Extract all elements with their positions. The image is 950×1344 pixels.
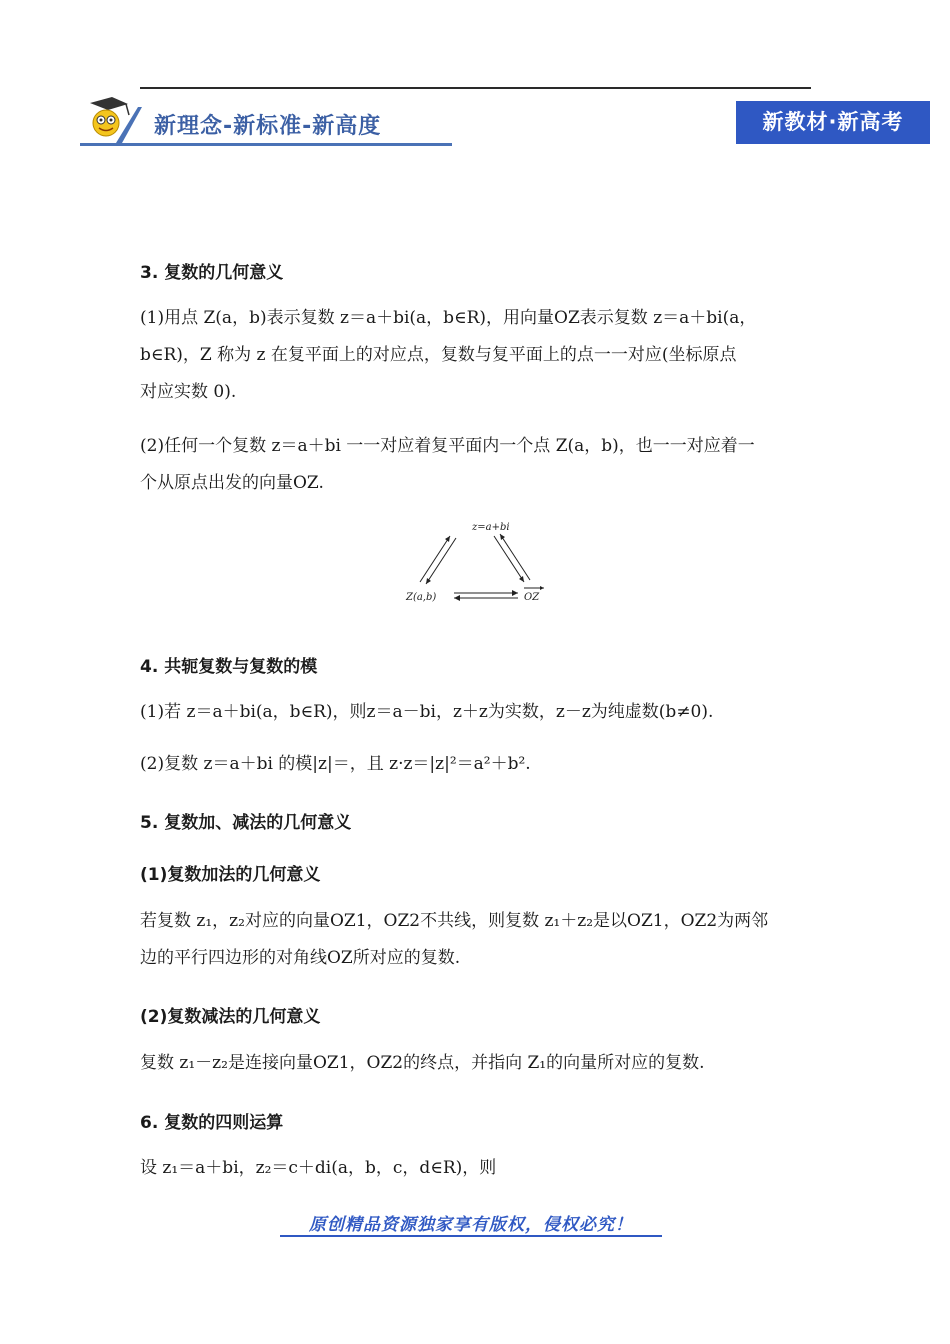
- section-6-paragraph-1: [140, 1150, 812, 1187]
- section-5-subtitle-2: (2)复数减法的几何意义: [140, 1007, 321, 1027]
- header-slogan: 新理念-新标准-新高度: [154, 114, 382, 139]
- header-banner: [80, 97, 452, 147]
- diagram-right-label: OZ: [524, 592, 540, 603]
- section-6-title: 6. 复数的四则运算: [140, 1113, 284, 1133]
- section-3-paragraph-2: [140, 428, 812, 502]
- arrow-right-down: [494, 536, 524, 582]
- section-5-paragraph-2: [140, 1045, 812, 1082]
- text-line: (2)任何一个复数 z＝a＋bi 一一对应着复平面内一个点 Z(a，b)，也一一对应着一: [140, 436, 755, 456]
- brand-badge: 新教材·新高考: [736, 101, 930, 144]
- copyright-underline: [280, 1235, 662, 1237]
- arrow-right-up: [500, 534, 530, 580]
- arrow-left-down: [426, 538, 456, 584]
- text-line: 复数 z₁－z₂是连接向量OZ1，OZ2的终点，并指向 Z₁的向量所对应的复数.: [140, 1053, 705, 1073]
- section-5-paragraph-1: [140, 903, 812, 977]
- section-4-paragraph-1: [140, 694, 812, 731]
- section-5-title: 5. 复数加、减法的几何意义: [140, 813, 352, 833]
- text-line: (1)用点 Z(a，b)表示复数 z＝a＋bi(a，b∈R)，用向量OZ表示复数 z＝a＋bi(a，: [140, 308, 757, 328]
- section-3-paragraph-1: [140, 300, 812, 411]
- section-5-subtitle-1: (1)复数加法的几何意义: [140, 865, 321, 885]
- text-line: b∈R)，Z 称为 z 在复平面上的对应点，复数与复平面上的点一一对应(坐标原点: [140, 345, 737, 365]
- header-rule: [140, 87, 811, 89]
- banner-underline: [80, 143, 452, 146]
- text-line: 边的平行四边形的对角线OZ所对应的复数.: [140, 948, 461, 968]
- arrow-left-up: [420, 536, 450, 582]
- section-4-title: 4. 共轭复数与复数的模: [140, 657, 318, 677]
- text-line: 个从原点出发的向量OZ.: [140, 473, 324, 493]
- copyright-notice: 原创精品资源独家享有版权，侵权必究！: [309, 1215, 633, 1235]
- correspondence-diagram: [398, 516, 558, 610]
- text-line: (2)复数 z＝a＋bi 的模|z|＝，且 z·z＝|z|²＝a²＋b².: [140, 754, 531, 774]
- diagram-left-label: Z(a,b): [406, 592, 437, 603]
- text-line: 若复数 z₁，z₂对应的向量OZ1，OZ2不共线，则复数 z₁＋z₂是以OZ1，OZ2为两邻: [140, 911, 769, 931]
- section-4-paragraph-2: [140, 746, 812, 783]
- text-line: 设 z₁＝a＋bi，z₂＝c＋di(a，b，c，d∈R)，则: [140, 1158, 497, 1178]
- diagram-top-label: z=a+bi: [472, 522, 510, 533]
- text-line: (1)若 z＝a＋bi(a，b∈R)，则z＝a－bi，z＋z为实数，z－z为纯虚数(b≠0).: [140, 702, 714, 722]
- text-line: 对应实数 0).: [140, 382, 237, 402]
- mascot-logo-icon: [82, 97, 142, 145]
- section-3-title: 3. 复数的几何意义: [140, 263, 284, 283]
